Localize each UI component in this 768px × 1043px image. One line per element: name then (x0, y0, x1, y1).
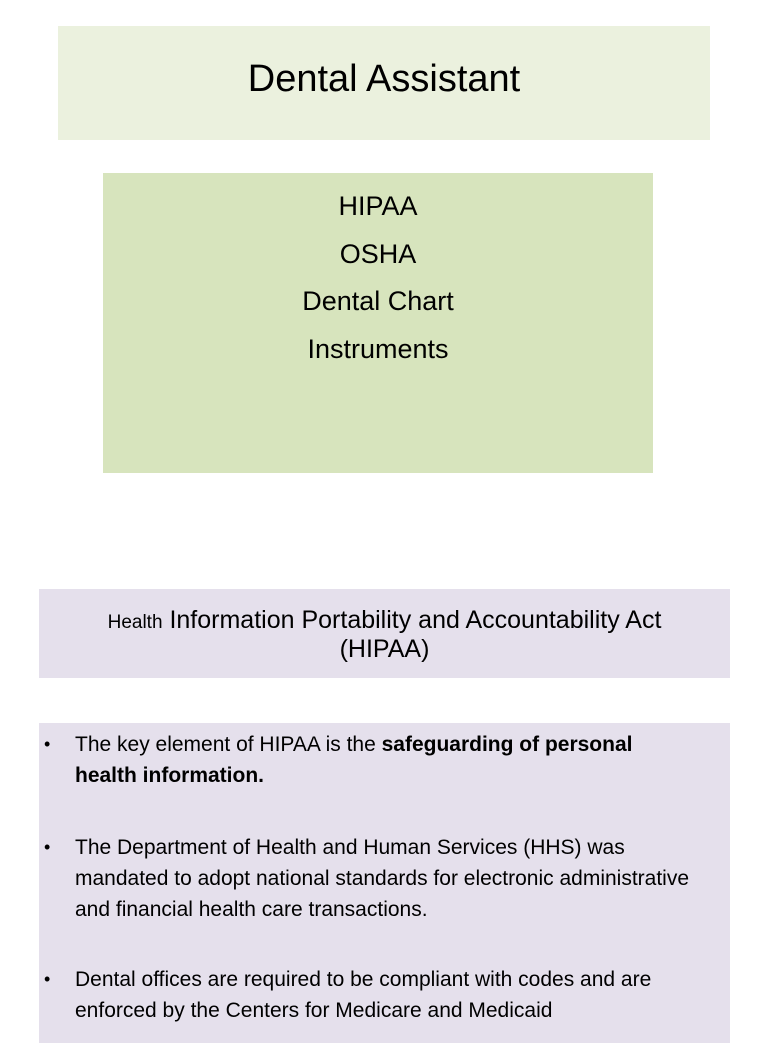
bullet-dot-icon: • (44, 734, 51, 754)
section-heading-rest: Information Portability and Accountability Act (162, 606, 662, 634)
bullet-text: The Department of Health and Human Services (HHS) was mandated to adopt national standards for electronic administrative and financial health care transactions. (75, 836, 690, 921)
bullet-item (44, 729, 695, 791)
bullet-item (44, 832, 695, 925)
topics-panel (103, 173, 653, 473)
section-heading-line2: (HIPAA) (339, 635, 430, 663)
page-title: Dental Assistant (247, 58, 521, 100)
title-panel (58, 26, 710, 140)
topic-dental-chart: Dental Chart (302, 286, 454, 316)
bullet-item (44, 964, 695, 1026)
topic-osha: OSHA (339, 238, 417, 269)
topics-list (103, 183, 653, 373)
topic-instruments: Instruments (307, 333, 449, 364)
bullet-dot-icon: • (44, 969, 51, 989)
bullet-text: The key element of HIPAA is the (75, 733, 382, 756)
bullet-dot-icon: • (44, 837, 51, 857)
topic-hipaa: HIPAA (338, 191, 418, 221)
bullet-bold-text: safeguarding of personal health information. (75, 733, 633, 787)
section-heading-prefix: Health (107, 612, 163, 633)
bullets-panel (39, 723, 730, 1043)
bullet-text: Dental offices are required to be compliant with codes and are enforced by the Centers for Medicare and Medicaid (75, 968, 652, 1022)
section-heading-panel (39, 589, 730, 678)
